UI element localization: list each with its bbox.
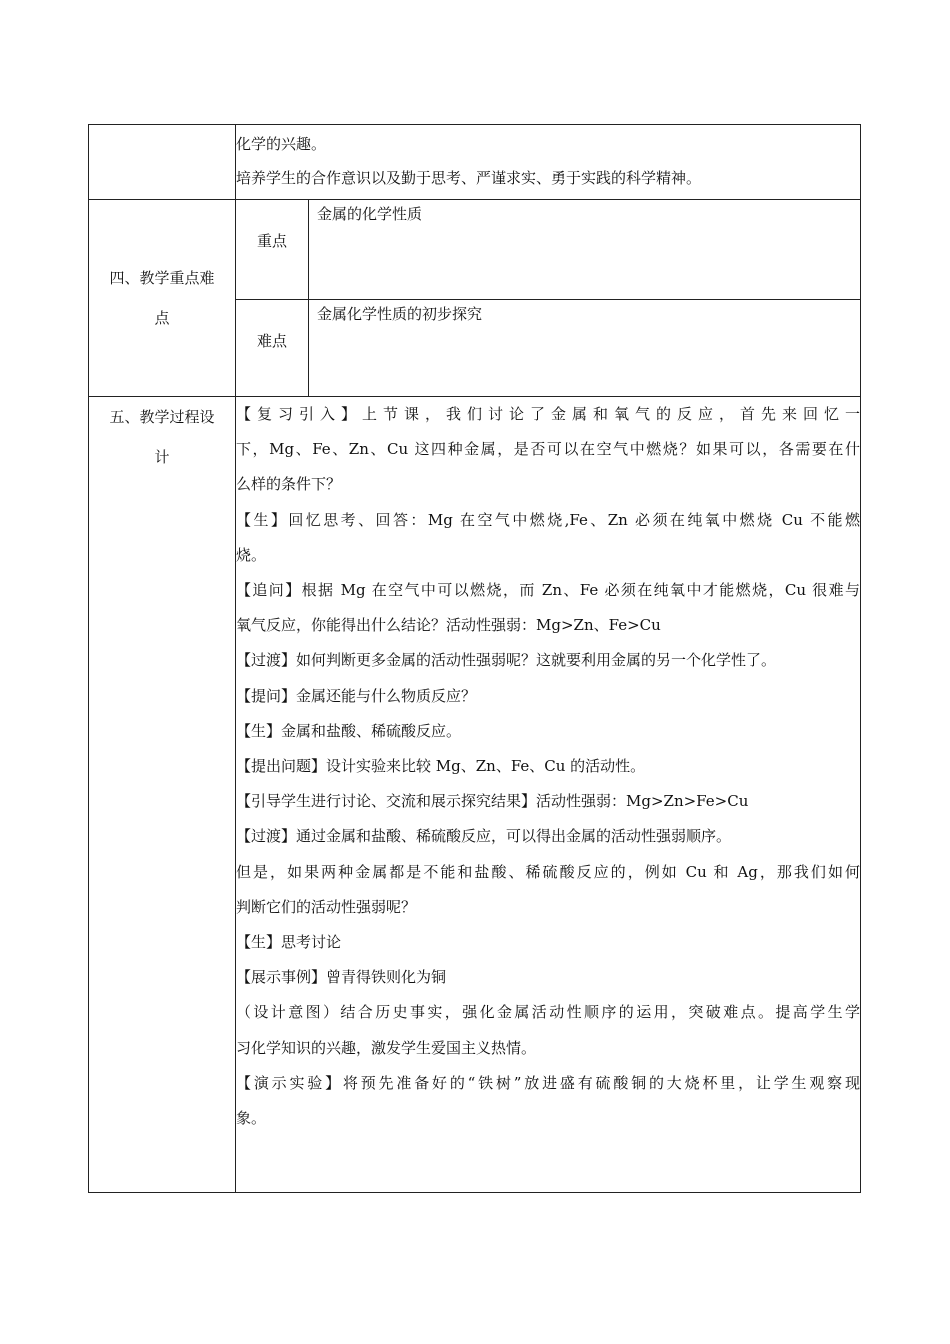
text-line: 【引导学生进行讨论、交流和展示探究结果】活动性强弱：Mg>Zn>Fe>Cu (236, 792, 749, 811)
text-line: 判断它们的活动性强弱呢？ (236, 897, 417, 916)
section-label-line: 四、教学重点难 (109, 269, 215, 287)
section-4-label (89, 258, 235, 338)
section-label-line: 五、教学过程设 (109, 408, 215, 426)
section-label-line: 点 (154, 309, 170, 327)
section-5-label (89, 397, 235, 477)
key-point-text: 金属的化学性质 (317, 205, 423, 223)
section-4-label-cell (89, 200, 236, 397)
text-line: 化学的兴趣。 (236, 135, 327, 153)
text-line: 但是，如果两种金属都是不能和盐酸、稀硫酸反应的，例如 Cu 和 Ag，那我们如何 (236, 862, 860, 881)
text-line: 烧。 (236, 545, 267, 564)
text-line: 么样的条件下？ (236, 475, 342, 494)
text-line: 【过渡】如何判断更多金属的活动性强弱呢？这就要利用金属的另一个化学性了。 (236, 651, 777, 670)
text-line: 培养学生的合作意识以及勤于思考、严谨求实、勇于实践的科学精神。 (236, 169, 702, 187)
text-line: 【过渡】通过金属和盐酸、稀硫酸反应，可以得出金属的活动性强弱顺序。 (236, 827, 732, 846)
difficult-point-text: 金属化学性质的初步探究 (317, 305, 483, 323)
text-line: 象。 (236, 1108, 267, 1127)
row-teaching-process (89, 397, 861, 1193)
text-line: 【追问】根据 Mg 在空气中可以燃烧，而 Zn、Fe 必须在纯氧中才能燃烧，Cu 很难与 (236, 580, 860, 599)
text-line: 【生】思考讨论 (236, 932, 342, 951)
difficult-point-content-cell (309, 300, 861, 397)
teaching-process-content (236, 397, 861, 1193)
section-5-label-cell (89, 397, 236, 1193)
row-goals-content (236, 125, 861, 200)
text-line: 下，Mg、Fe、Zn、Cu 这四种金属，是否可以在空气中燃烧？如果可以，各需要在什 (236, 440, 860, 459)
key-point-label: 重点 (256, 232, 287, 250)
text-line: （设计意图）结合历史事实，强化金属活动性顺序的运用，突破难点。提高学生学 (236, 1003, 860, 1022)
text-line: 【展示事例】曾青得铁则化为铜 (236, 968, 447, 987)
text-line: 【复习引入】上节课，我们讨论了金属和氧气的反应，首先来回忆一 (236, 405, 860, 423)
text-line: 【生】金属和盐酸、稀硫酸反应。 (236, 721, 462, 740)
row-goals-label-cell (89, 125, 236, 200)
text-line: 【提问】金属还能与什么物质反应？ (236, 686, 477, 705)
row-key-points (89, 200, 861, 300)
text-line: 习化学知识的兴趣，激发学生爱国主义热情。 (236, 1038, 537, 1057)
text-line: 【演示实验】将预先准备好的“铁树”放进盛有硫酸铜的大烧杯里，让学生观察现 (236, 1073, 860, 1092)
section-label-line: 计 (154, 448, 170, 466)
text-line: 氧气反应，你能得出什么结论？活动性强弱：Mg>Zn、Fe>Cu (236, 616, 661, 635)
text-line: 【生】回忆思考、回答：Mg 在空气中燃烧,Fe、Zn 必须在纯氧中燃烧 Cu 不能燃 (236, 510, 860, 529)
row-goals-continued (89, 125, 861, 200)
key-point-label-cell (236, 200, 309, 300)
key-point-content-cell (309, 200, 861, 300)
text-line: 【提出问题】设计实验来比较 Mg、Zn、Fe、Cu 的活动性。 (236, 756, 646, 775)
difficult-point-label: 难点 (256, 332, 287, 350)
difficult-point-label-cell (236, 300, 309, 397)
lesson-plan-table (88, 124, 861, 1193)
